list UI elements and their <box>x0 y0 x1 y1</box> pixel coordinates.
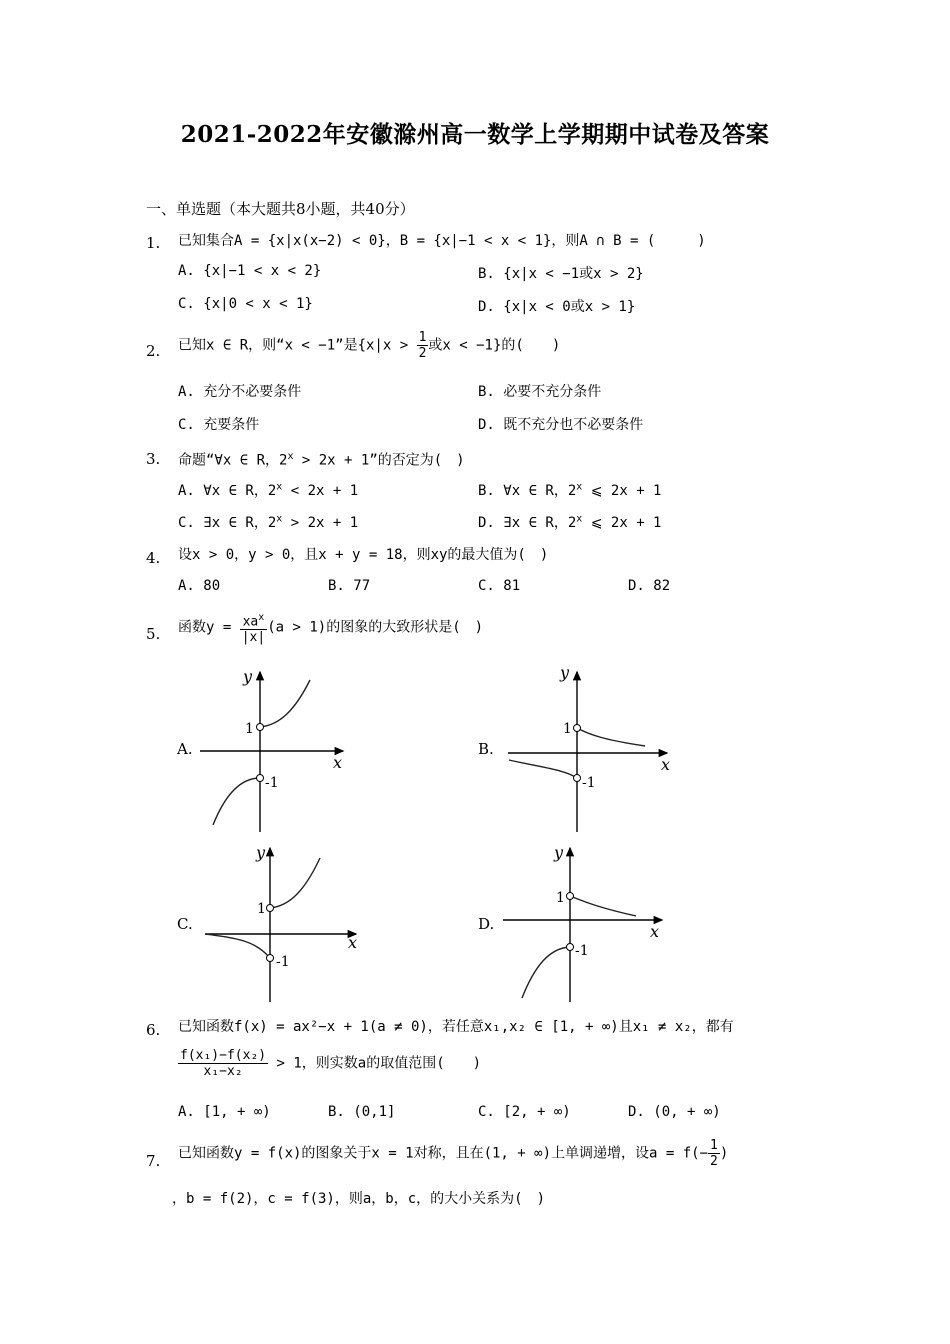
y-axis-label: y <box>256 843 266 862</box>
q3-d-pre: D. ∃x ∈ R，2 <box>478 515 577 531</box>
tick-neg1: -1 <box>276 954 290 970</box>
open-point-neg1 <box>257 775 264 782</box>
q2-option-d: D. 既不充分也不必要条件 <box>478 417 644 433</box>
q7-text-pre: 已知函数y = f(x)的图象关于x = 1对称，且在(1, + ∞)上单调递增，设a = f(− <box>178 1145 709 1162</box>
y-axis-label: y <box>243 667 253 686</box>
q3-a-pre: A. ∀x ∈ R，2 <box>178 483 277 499</box>
open-point-1 <box>257 724 264 731</box>
tick-neg1: -1 <box>575 943 589 959</box>
question-1-text: 已知集合A = {x|x(x−2) < 0}，B = {x|−1 < x < 1}，则A ∩ B = ( ) <box>178 233 706 249</box>
q4-option-c: C. 81 <box>478 578 521 594</box>
q6-option-b: B. (0,1] <box>328 1104 396 1120</box>
q4-option-a: A. 80 <box>178 578 221 594</box>
question-6-line-1: 已知函数f(x) = ax²−x + 1(a ≠ 0)，若任意x₁,x₂ ∈ [1, + ∞)且x₁ ≠ x₂，都有 <box>178 1019 734 1035</box>
q5-frac-num-text: xa <box>242 614 259 630</box>
question-number: 1. <box>146 234 161 252</box>
q5-text-pre: 函数y = <box>178 619 240 636</box>
q5-option-a-label: A. <box>177 740 193 758</box>
q7-close-paren: ) <box>719 1145 729 1162</box>
x-axis-label: x <box>348 933 358 952</box>
q5-graph-d <box>500 840 670 1005</box>
q6-fraction <box>178 1048 268 1079</box>
q1-option-d: D. {x|x < 0或x > 1} <box>478 299 636 315</box>
q3-c-post: > 2x + 1 <box>282 515 359 531</box>
q2-text-post: 或x < −1}的( ) <box>428 337 561 354</box>
question-number: 4. <box>146 549 161 567</box>
y-axis-label: y <box>554 843 564 862</box>
curve-left <box>522 947 570 998</box>
curve-lower <box>205 934 270 958</box>
q6-option-a: A. [1, + ∞) <box>178 1104 271 1120</box>
q5-graph-c <box>200 840 365 1005</box>
q6-option-d: D. (0, + ∞) <box>628 1104 721 1120</box>
curve-left <box>509 760 577 778</box>
q2-text-pre: 已知x ∈ R，则“x < −1”是{x|x > <box>178 337 417 354</box>
tick-neg1: -1 <box>265 775 279 791</box>
q3-sup: x <box>287 451 294 462</box>
tick-1: 1 <box>245 721 254 737</box>
question-7-line-2: ，b = f(2)，c = f(3)，则a，b，c，的大小关系为( ) <box>172 1191 546 1207</box>
q4-option-b: B. 77 <box>328 578 371 594</box>
q5-text-post: (a > 1)的图象的大致形状是( ) <box>267 619 484 636</box>
q3-c-pre: C. ∃x ∈ R，2 <box>178 515 277 531</box>
q3-b-pre: B. ∀x ∈ R，2 <box>478 483 577 499</box>
y-axis-label: y <box>560 663 570 682</box>
curve-right <box>577 728 645 746</box>
question-number: 7. <box>146 1152 161 1170</box>
tick-1: 1 <box>556 890 565 906</box>
q3-d-post: ⩽ 2x + 1 <box>582 515 662 531</box>
q3-a-post: < 2x + 1 <box>282 483 359 499</box>
question-2-text <box>178 330 560 361</box>
question-5-text <box>178 610 483 645</box>
section-heading: 一、单选题（本大题共8小题，共40分） <box>146 200 415 218</box>
x-axis-label: x <box>650 922 660 941</box>
curve-upper <box>270 858 320 908</box>
q3-option-d <box>478 512 662 532</box>
q6-text-post: > 1，则实数a的取值范围( ) <box>268 1055 482 1072</box>
tick-neg1: -1 <box>582 775 596 791</box>
q3-d-sup: x <box>576 513 583 525</box>
q5-frac-numerator <box>240 610 267 630</box>
q5-option-d-label: D. <box>478 915 495 933</box>
q3-b-sup: x <box>576 481 583 493</box>
question-4-text: 设x > 0，y > 0，且x + y = 18，则xy的最大值为( ) <box>178 547 549 563</box>
question-7-line-1 <box>178 1138 728 1169</box>
q6-option-c: C. [2, + ∞) <box>478 1104 571 1120</box>
tick-1: 1 <box>257 901 266 917</box>
curve-right <box>570 896 636 916</box>
x-axis-label: x <box>333 753 343 772</box>
q5-fraction <box>240 610 267 645</box>
q5-frac-denominator: |x| <box>241 630 266 646</box>
q5-option-b-label: B. <box>478 740 494 758</box>
q3-b-post: ⩽ 2x + 1 <box>582 483 662 499</box>
q7-fraction <box>708 1138 720 1169</box>
q3-option-b <box>478 480 662 500</box>
q2-option-c: C. 充要条件 <box>178 417 260 433</box>
q2-frac-denominator: 2 <box>418 346 427 361</box>
q5-graph-b <box>505 660 675 835</box>
question-number: 6. <box>146 1021 161 1039</box>
open-point-1 <box>574 725 581 732</box>
q3-c-sup: x <box>276 513 283 525</box>
curve-lower <box>213 778 260 825</box>
q1-option-a: A. {x|−1 < x < 2} <box>178 263 322 279</box>
x-axis-label: x <box>661 755 671 774</box>
question-6-line-2 <box>178 1048 481 1079</box>
open-point-neg1 <box>267 955 274 962</box>
q2-frac-numerator: 1 <box>418 330 427 345</box>
q3-text-pre: 命题“∀x ∈ R，2 <box>178 452 288 469</box>
q1-option-b: B. {x|x < −1或x > 2} <box>478 266 644 282</box>
page-title: 2021-2022年安徽滁州高一数学上学期期中试卷及答案 <box>180 121 770 148</box>
q5-graph-a <box>195 660 355 835</box>
open-point-1 <box>267 905 274 912</box>
curve-upper <box>260 680 310 727</box>
question-3-text <box>178 446 465 472</box>
q2-option-a: A. 充分不必要条件 <box>178 384 302 400</box>
q6-frac-denominator: x₁−x₂ <box>203 1064 243 1079</box>
q2-fraction <box>417 330 429 361</box>
q5-option-c-label: C. <box>177 915 193 933</box>
open-point-neg1 <box>574 775 581 782</box>
question-number: 5. <box>146 625 161 643</box>
q5-frac-num-sup: x <box>258 612 265 623</box>
q7-frac-numerator: 1 <box>710 1138 718 1153</box>
open-point-neg1 <box>567 944 574 951</box>
q7-frac-denominator: 2 <box>710 1154 718 1169</box>
q3-option-a <box>178 480 358 500</box>
question-number: 2. <box>146 342 161 360</box>
q3-option-c <box>178 512 358 532</box>
q4-option-d: D. 82 <box>628 578 671 594</box>
open-point-1 <box>567 893 574 900</box>
q6-frac-numerator: f(x₁)−f(x₂) <box>180 1048 267 1063</box>
q3-a-sup: x <box>276 481 283 493</box>
q3-text-post: > 2x + 1”的否定为( ) <box>293 452 465 469</box>
q1-option-c: C. {x|0 < x < 1} <box>178 296 313 312</box>
q2-option-b: B. 必要不充分条件 <box>478 384 602 400</box>
tick-1: 1 <box>563 721 572 737</box>
question-number: 3. <box>146 450 161 468</box>
